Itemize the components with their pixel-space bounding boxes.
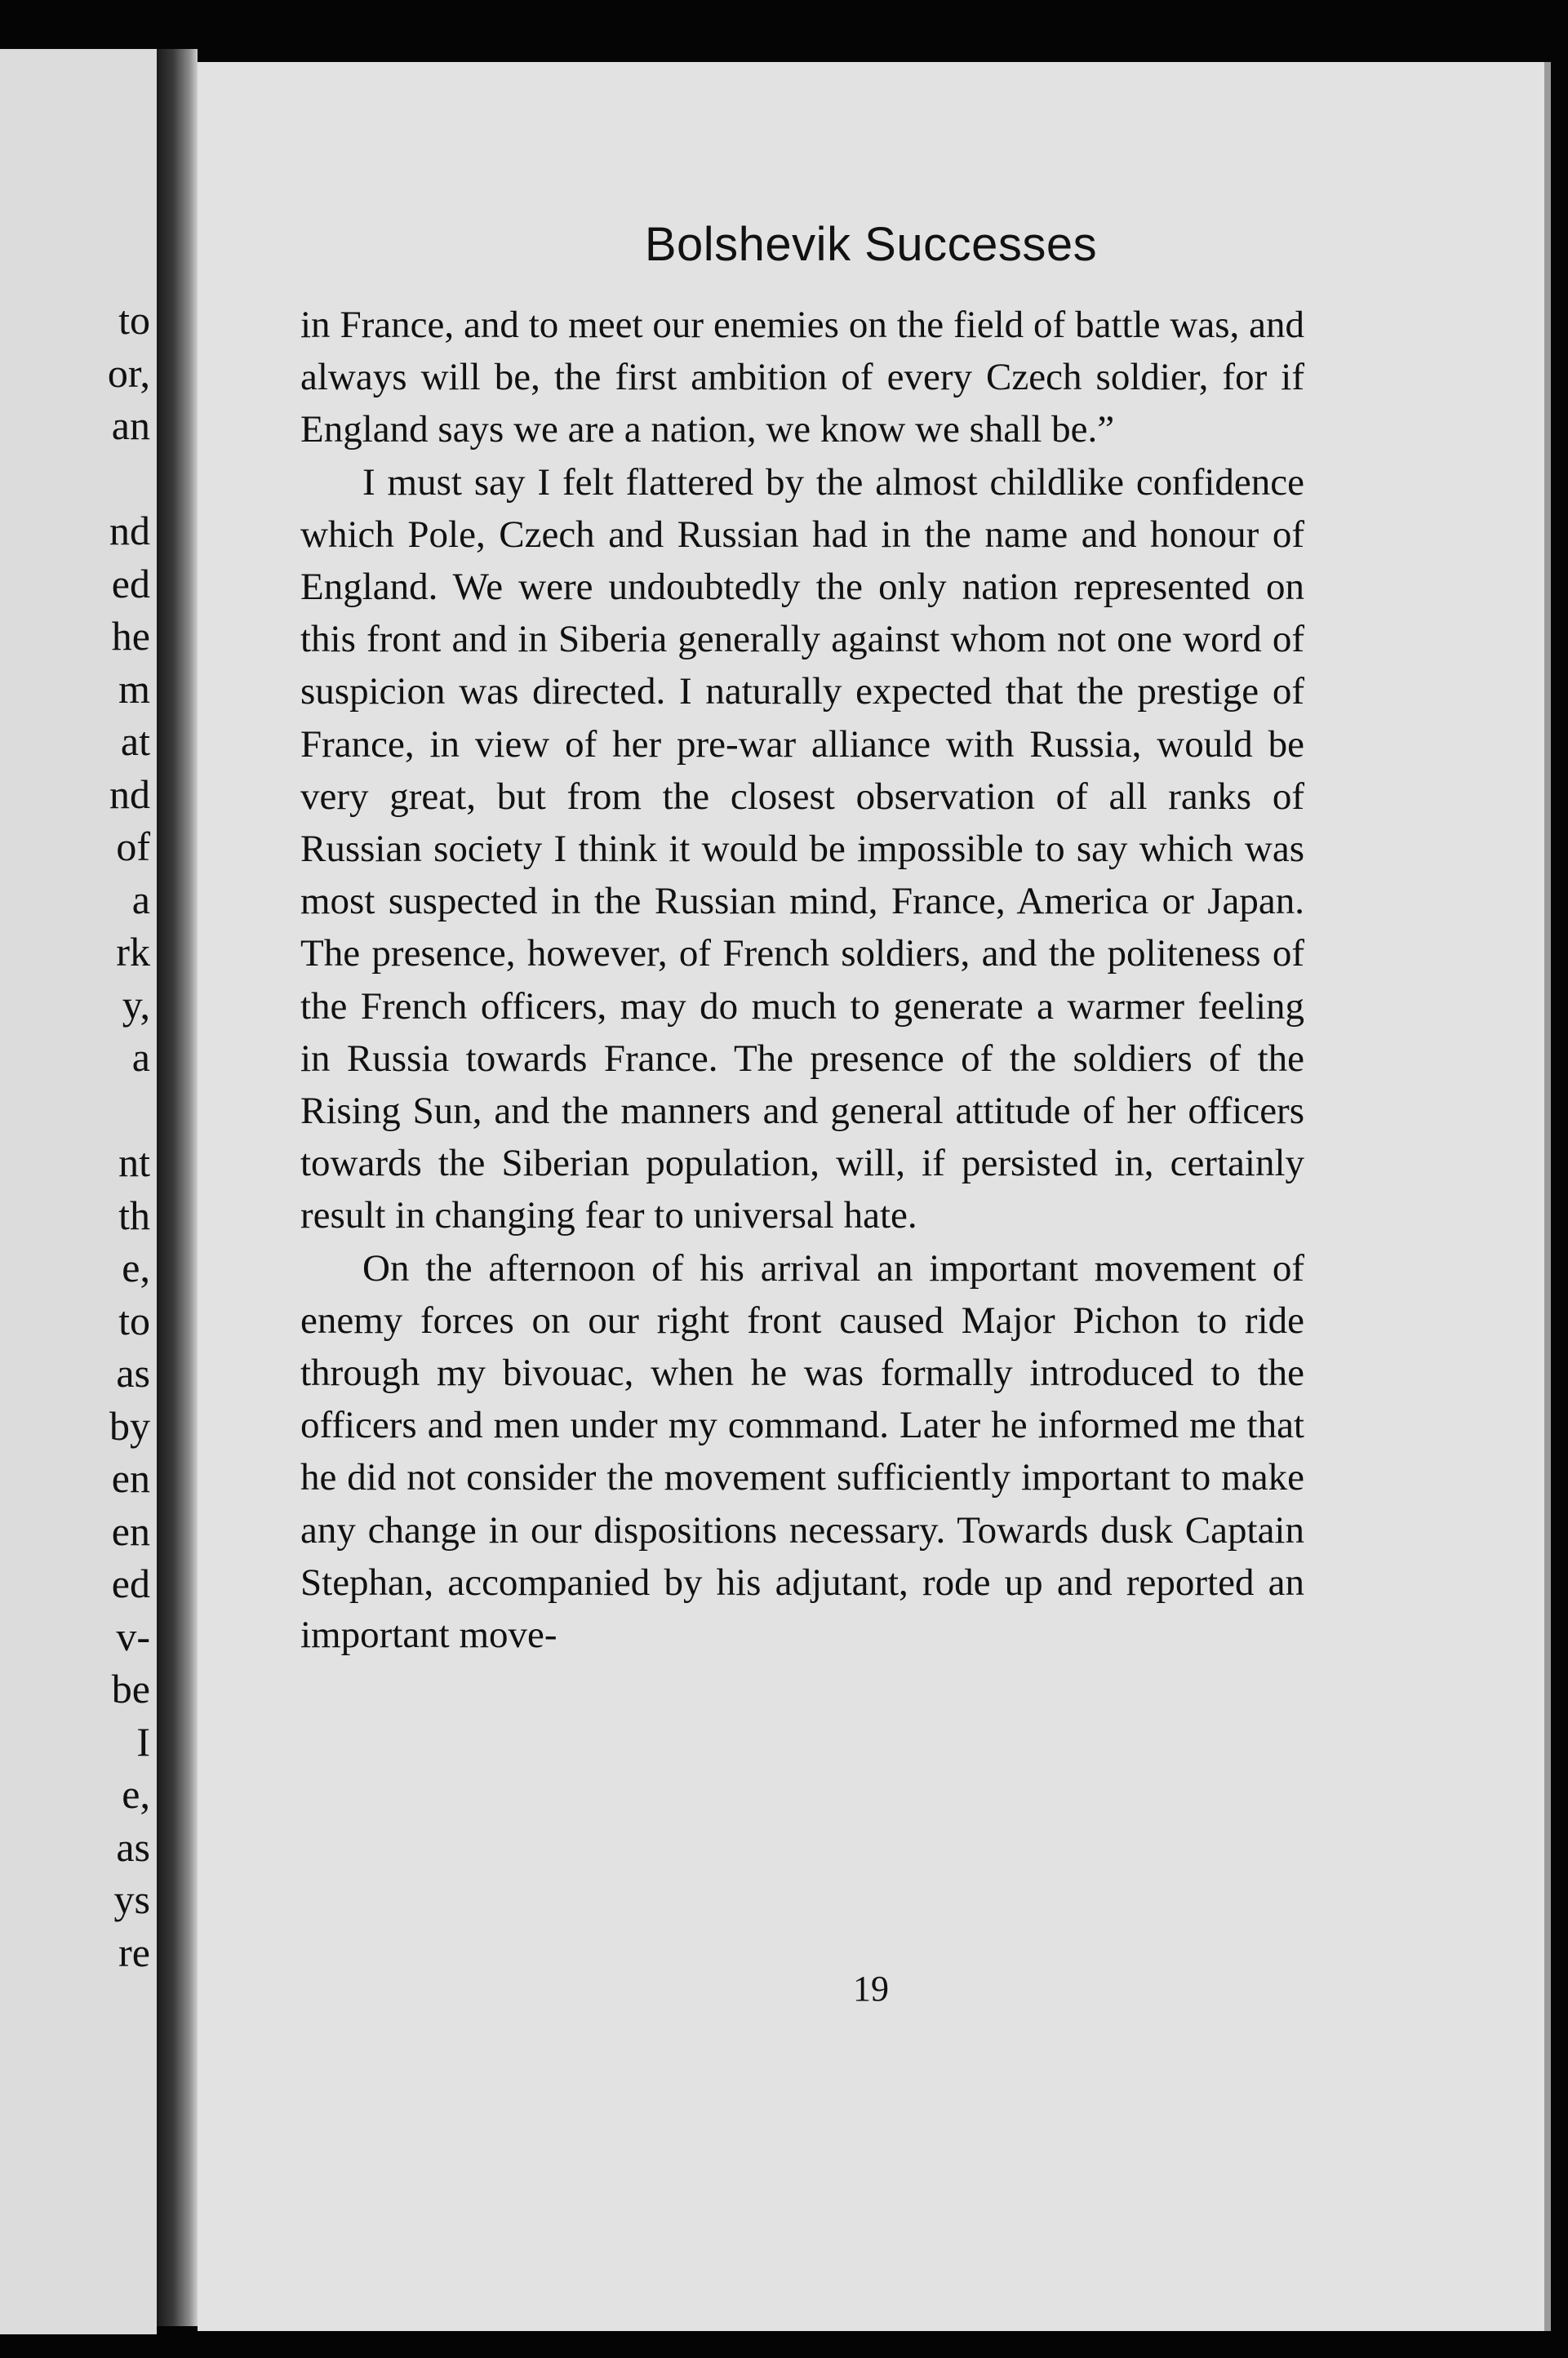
line-fragment: nd <box>109 770 150 817</box>
line-fragment: e, <box>122 1245 150 1290</box>
line-fragment <box>108 452 150 505</box>
line-fragment: I <box>136 1718 150 1765</box>
line-fragment: y, <box>122 981 150 1028</box>
line-fragment: ed <box>111 560 150 606</box>
line-fragment: an <box>111 402 150 448</box>
line-fragment: or, <box>107 349 150 396</box>
line-fragment: en <box>111 1508 150 1554</box>
line-fragment: a <box>131 876 150 922</box>
book-gutter <box>157 49 198 2326</box>
line-fragment: as <box>116 1823 150 1870</box>
line-fragment: as <box>116 1350 150 1396</box>
running-head: Bolshevik Successes <box>644 218 1098 271</box>
line-fragment <box>108 1084 150 1137</box>
paragraph: I must say I felt flattered by the almost childlike confidence which Pole, Czech and Russian had in the name and honour of England. We were undoubtedly the only nation represented on this front and in Siberia generally against whom not one word of suspicion was directed. I naturally expected that the prestige of France, in view of her pre-war alliance with Russia, would be very great, but from the closest observation of all ranks of Russian society I think it would be impossible to say which was most suspected in the Russian mind, France, America or Japan. The presence, however, of French soldiers, and the politeness of the French officers, may do much to generate a warmer feeling in Russia towards France. The presence of the soldiers of the Rising Sun, and the manners and general attitude of her officers towards the Siberian population, will, if persisted in, certainly result in changing fear to universal hate. <box>300 460 1304 1237</box>
previous-page-fragment <box>0 49 157 2334</box>
line-fragment: ed <box>111 1561 150 1606</box>
line-fragment: by <box>109 1402 150 1449</box>
line-fragment: en <box>111 1455 150 1501</box>
line-fragment: a <box>131 1034 150 1080</box>
line-fragment: nd <box>109 508 150 553</box>
body-text <box>300 299 1304 1661</box>
line-fragment: ys <box>113 1876 150 1922</box>
page-number: 19 <box>853 1969 889 2009</box>
paragraph: in France, and to meet our enemies on the field of battle was, and always will be, the first ambition of every Czech soldier, for if England says we are a nation, we know we shall be.” <box>300 304 1304 451</box>
previous-page-line-ends <box>108 294 150 1978</box>
book-page <box>198 62 1551 2331</box>
line-fragment: to <box>118 297 150 343</box>
line-fragment: th <box>118 1192 150 1238</box>
line-fragment: v- <box>116 1613 150 1659</box>
line-fragment: m <box>118 665 150 712</box>
line-fragment: re <box>118 1929 150 1975</box>
line-fragment: e, <box>122 1771 150 1817</box>
line-fragment: to <box>118 1297 150 1343</box>
line-fragment: at <box>120 718 150 764</box>
paragraph: On the afternoon of his arrival an important movement of enemy forces on our right front caused Major Pichon to ride through my bivouac, when he was formally introduced to the officers and men under my command. Later he informed me that he did not consider the movement sufficiently important to make any change in our dispositions necessary. Towards dusk Captain Stephan, accompanied by his adjutant, rode up and reported an important move- <box>300 1246 1304 1657</box>
line-fragment: of <box>116 824 150 869</box>
line-fragment: nt <box>118 1139 150 1185</box>
line-fragment: rk <box>116 929 150 975</box>
line-fragment: be <box>111 1666 150 1712</box>
line-fragment: he <box>111 613 150 659</box>
